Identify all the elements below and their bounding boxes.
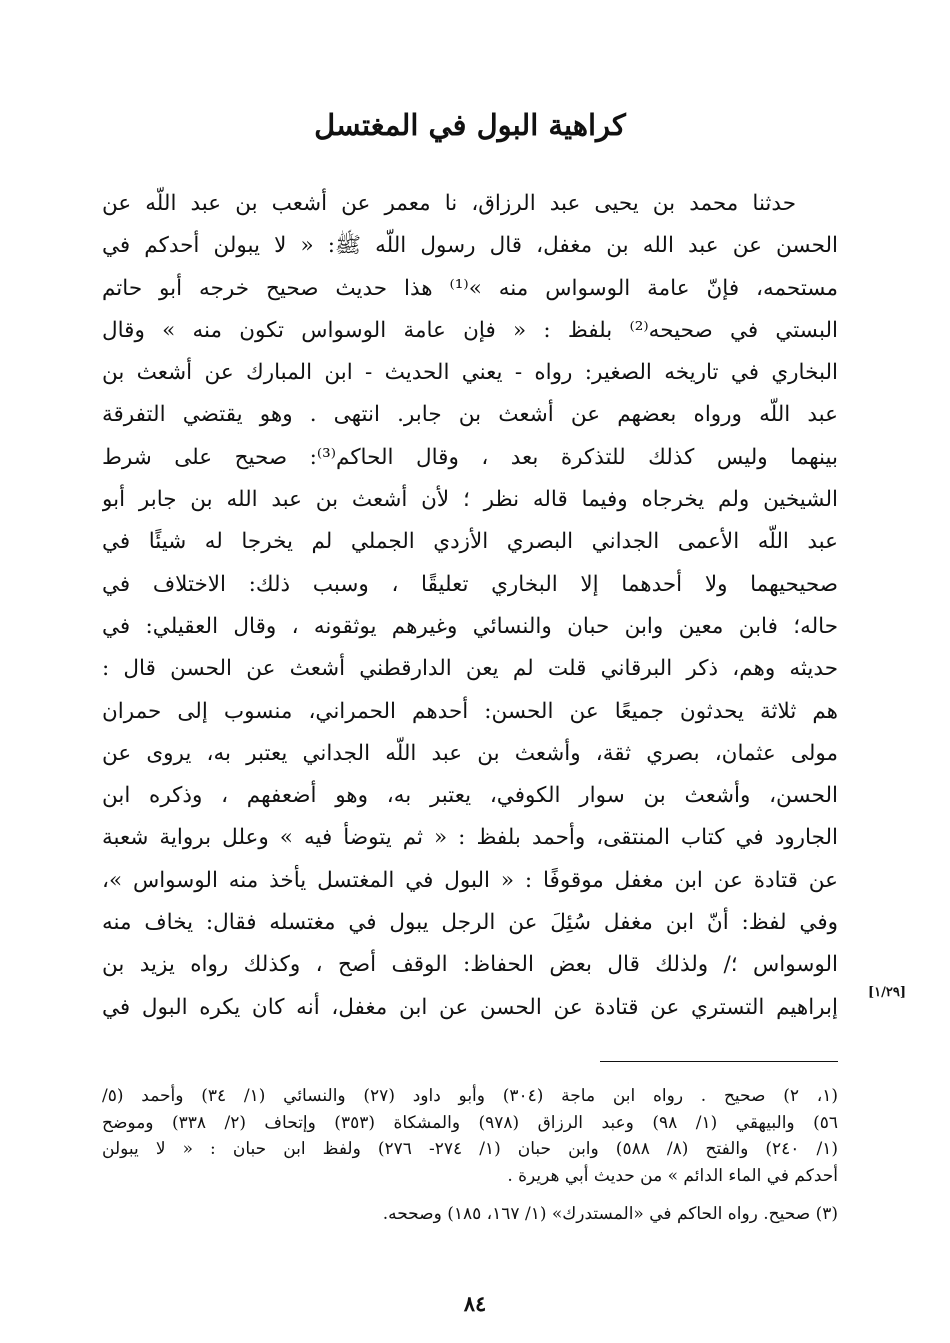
text-line: بينهما وليس كذلك للتذكرة بعد ، وقال الحاكم⁽³⁾: صحيح على شرط: [102, 444, 838, 470]
text-line: حدثنا محمد بن يحيى عبد الرزاق، نا معمر عن أشعب بن عبد اللّه عن: [102, 191, 796, 216]
text-line: الحسن، وأشعث بن سوار الكوفي، يعتبر به، وهو أضعفهم ، وذكره ابن: [102, 783, 838, 809]
text-line: البستي في صحيحه⁽²⁾ بلفظ : « فإن عامة الوسواس تكون منه » وقال: [102, 317, 838, 343]
text-line: هم ثلاثة يحدثون جميعًا عن الحسن: أحدهم الحمراني، منسوب إلى حمران: [102, 698, 838, 724]
page-number: ٨٤: [463, 1291, 487, 1316]
footnote-line: ٥٦) والبيهقي (١/ ٩٨) وعبد الرزاق (٩٧٨) والمشكاة (٣٥٣) وإتحاف (٢/ ٣٣٨) وموضح: [102, 1112, 838, 1133]
text-line: الحسن عن عبد الله بن مغفل، قال رسول اللّه ﷺ: « لا يبولن أحدكم في: [102, 233, 838, 259]
main-text: [102, 183, 838, 1029]
footnotes: [102, 1083, 838, 1228]
footnote-line: أحدكم في الماء الدائم » من حديث أبي هريرة .: [507, 1165, 838, 1186]
footnote-line: (١، ٢) صحيح . رواه ابن ماجة (٣٠٤) وأبو داود (٢٧) والنسائي (١/ ٣٤) وأحمد (٥/: [102, 1086, 838, 1106]
footnote-separator: [600, 1061, 838, 1062]
footnote-line: (٣) صحيح. رواه الحاكم في «المستدرك» (١/ ١٦٧، ١٨٥) وصححه.: [382, 1204, 838, 1224]
text-line: البخاري في تاريخه الصغير: رواه - يعني الحديث - ابن المبارك عن أشعث بن: [102, 360, 838, 386]
text-line: الوسواس ؛/ ولذلك قال بعض الحفاظ: الوقف أصح ، وكذلك رواه يزيد بن: [102, 952, 838, 978]
text-line: عبد اللّه الأعمى الجداني البصري الأزدي الجملي لم يخرجا له شيئًا في: [102, 529, 838, 555]
footnote-gap: [102, 1189, 838, 1201]
chapter-title: كراهية البول في المغتسل: [314, 108, 626, 142]
text-line: مولى عثمان، بصري ثقة، وأشعث بن عبد اللّه الجداني يعتبر به، يروى عن: [102, 740, 838, 766]
text-line: حاله؛ فابن معين وابن حبان والنسائي وغيرهم يوثقونه ، وقال العقيلي: في: [102, 613, 838, 639]
text-line: مستحمه، فإنّ عامة الوسواس منه »⁽¹⁾ هذا حديث صحيح خرجه أبو حاتم: [102, 275, 838, 301]
text-line: الجارود في كتاب المنتقى، وأحمد بلفظ : « ثم يتوضأ فيه » وعلل برواية شعبة: [102, 825, 838, 851]
margin-page-reference: [١/٢٩]: [868, 985, 907, 1000]
footnote-line: (١/ ٢٤٠) والفتح (٨/ ٥٨٨) وابن حبان (١/ ٢٧٤- ٢٧٦) ولفظ ابن حبان : « لا يبولن: [102, 1139, 838, 1159]
text-line: حديثه وهم، ذكر البرقاني قلت لم يعن الدارقطني أشعث عن الحسن قال :: [102, 656, 838, 682]
text-line: صحيحيهما ولا أحدهما إلا البخاري تعليقًا ، وسبب ذلك: الاختلاف في: [102, 571, 838, 597]
text-line: عن قتادة عن ابن مغفل موقوفًا : « البول في المغتسل يأخذ منه الوسواس »،: [102, 867, 838, 893]
text-line: الشيخين ولم يخرجاه وفيما قاله نظر ؛ لأن أشعث بن عبد الله بن جابر أبو: [102, 487, 838, 513]
text-line: إبراهيم التستري عن قتادة عن الحسن عن ابن مغفل، أنه كان يكره البول في: [102, 994, 838, 1020]
text-line: عبد اللّه ورواه بعضهم عن أشعث بن جابر. انتهى . وهو يقتضي التفرقة: [102, 402, 838, 428]
text-line: وفي لفظ: أنّ ابن مغفل سُئِلَ عن الرجل يبول في مغتسله فقال: يخاف منه: [102, 910, 838, 936]
